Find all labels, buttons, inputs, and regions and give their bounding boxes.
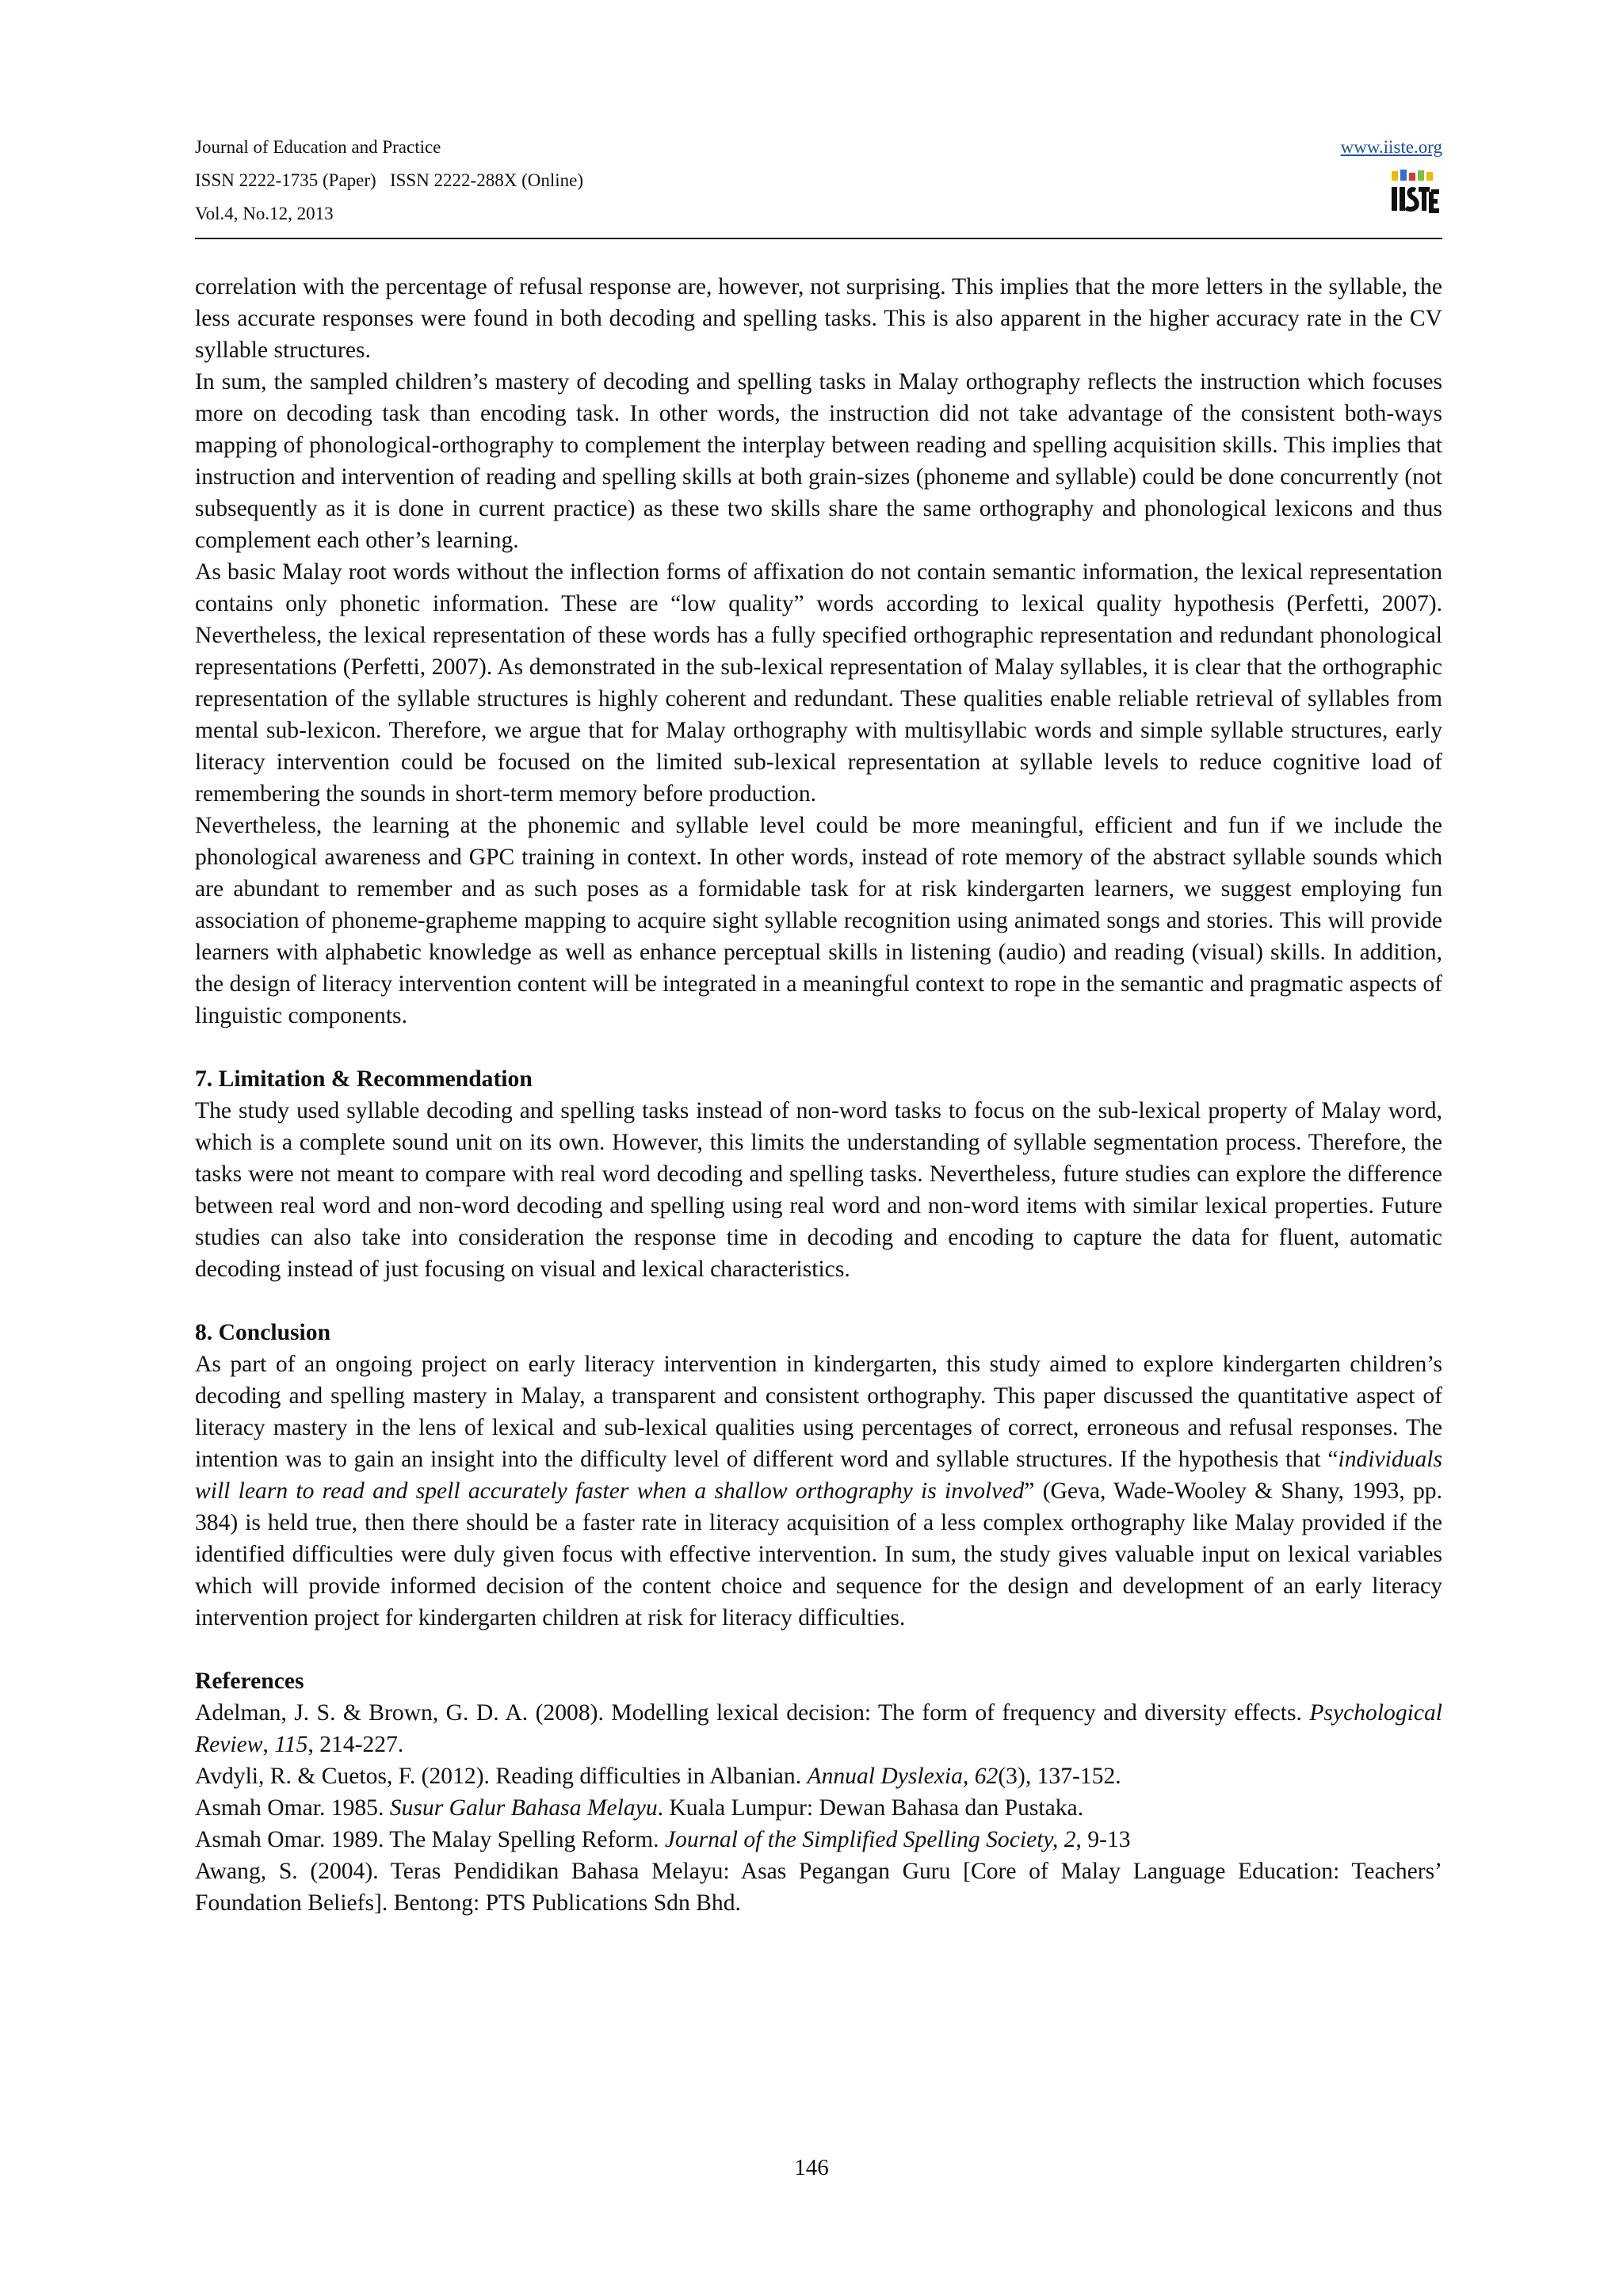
article-body bbox=[195, 271, 1442, 1919]
volume-line: Vol.4, No.12, 2013 bbox=[195, 204, 334, 223]
iiste-logo bbox=[1388, 168, 1441, 231]
text-run: , bbox=[262, 1732, 275, 1757]
reference-item bbox=[195, 1760, 1442, 1792]
quoted-hypothesis: individuals will learn to read and spell accurately faster when a shallow orthography is involved bbox=[195, 1447, 1442, 1504]
references-heading: References bbox=[195, 1669, 304, 1694]
text-run: . Kuala Lumpur: Dewan Bahasa dan Pustaka. bbox=[657, 1795, 1084, 1821]
page-number: 146 bbox=[794, 2155, 829, 2180]
reference-item: Awang, S. (2004). Teras Pendidikan Bahasa Melayu: Asas Pegangan Guru [Core of Malay Language Education: Teachers’ Foundation Beliefs]. Bentong: PTS Publications Sdn Bhd. bbox=[195, 1859, 1442, 1916]
text-run: Adelman, J. S. & Brown, G. D. A. (2008). Modelling lexical decision: The form of frequency and diversity effects. bbox=[195, 1700, 1310, 1726]
text-run: , 9-13 bbox=[1075, 1827, 1131, 1852]
reference-item bbox=[195, 1697, 1442, 1760]
journal-title: Journal of the Simplified Spelling Society, 2 bbox=[664, 1827, 1076, 1852]
section-heading-conclusion: 8. Conclusion bbox=[195, 1320, 331, 1345]
reference-item bbox=[195, 1792, 1442, 1824]
journal-name: Journal of Education and Practice bbox=[195, 137, 441, 157]
journal-title: Annual Dyslexia, 62 bbox=[807, 1764, 999, 1789]
issn-line: ISSN 2222-1735 (Paper) ISSN 2222-288X (Online) bbox=[195, 170, 583, 190]
paragraph: As basic Malay root words without the inflection forms of affixation do not contain semantic information, the lexical representation contains only phonetic information. These are “low quality” words according to lexical quality hypothesis (Perfetti, 2007). Nevertheless, the lexical representation of these words has a fully specified orthographic representation and redundant phonological representations (Perfetti, 2007). As demonstrated in the sub-lexical representation of Malay syllables, it is clear that the orthographic representation of the syllable structures is highly coherent and redundant. These qualities enable reliable retrieval of syllables from mental sub-lexicon. Therefore, we argue that for Malay orthography with multisyllabic words and simple syllable structures, early literacy intervention could be focused on the limited sub-lexical representation at syllable levels to reduce cognitive load of remembering the sounds in short-term memory before production. bbox=[195, 559, 1442, 807]
page bbox=[195, 136, 1442, 1919]
reference-item bbox=[195, 1824, 1442, 1855]
text-run: Asmah Omar. 1985. bbox=[195, 1795, 390, 1821]
text-run: Avdyli, R. & Cuetos, F. (2012). Reading difficulties in Albanian. bbox=[195, 1764, 808, 1789]
paragraph: Nevertheless, the learning at the phonemic and syllable level could be more meaningful, efficient and fun if we include the phonological awareness and GPC training in context. In other words, instead of rote memory of the abstract syllable sounds which are abundant to remember and as such poses as a formidable task for at risk kindergarten learners, we suggest employing fun association of phoneme-grapheme mapping to acquire sight syllable recognition using animated songs and stories. This will provide learners with alphabetic knowledge as well as enhance perceptual skills in listening (audio) and reading (visual) skills. In addition, the design of literacy intervention content will be integrated in a meaningful context to rope in the semantic and pragmatic aspects of linguistic components. bbox=[195, 813, 1442, 1028]
text-run: As part of an ongoing project on early literacy intervention in kindergarten, this study aimed to explore kindergarten children’s decoding and spelling mastery in Malay, a transparent and consistent orthography. This paper discussed the quantitative aspect of literacy mastery in the lens of lexical and sub-lexical qualities using percentages of correct, erroneous and refusal responses. The intention was to gain an insight into the difficulty level of different word and syllable structures. If the hypothesis that “ bbox=[195, 1352, 1442, 1472]
book-title: Susur Galur Bahasa Melayu bbox=[389, 1795, 658, 1821]
text-run: Asmah Omar. 1989. The Malay Spelling Reform. bbox=[195, 1827, 665, 1852]
paragraph: correlation with the percentage of refusal response are, however, not surprising. This implies that the more letters in the syllable, the less accurate responses were found in both decoding and spelling tasks. This is also apparent in the higher accuracy rate in the CV syllable structures. bbox=[195, 274, 1442, 363]
journal-url-link[interactable]: www.iiste.org bbox=[1340, 137, 1442, 157]
journal-header bbox=[195, 136, 1442, 239]
journal-title: Psychological Review bbox=[195, 1700, 1442, 1757]
text-run: ” (Geva, Wade-Wooley & Shany, 1993, pp. 384) is held true, then there should be a faster rate in literacy acquisition of a less complex orthography like Malay provided if the identified difficulties were duly given focus with effective intervention. In sum, the study gives valuable input on lexical variables which will provide informed decision of the content choice and sequence for the design and development of an early literacy intervention project for kindergarten children at risk for literacy difficulties. bbox=[195, 1478, 1442, 1630]
paragraph: The study used syllable decoding and spelling tasks instead of non-word tasks to focus on the sub-lexical property of Malay word, which is a complete sound unit on its own. However, this limits the understanding of syllable segmentation process. Therefore, the tasks were not meant to compare with real word decoding and spelling tasks. Nevertheless, future studies can explore the difference between real word and non-word decoding and spelling using real word and non-word items with similar lexical properties. Future studies can also take into consideration the response time in decoding and encoding to capture the data for fluent, automatic decoding instead of just focusing on visual and lexical characteristics. bbox=[195, 1098, 1442, 1282]
paragraph bbox=[195, 1348, 1442, 1634]
paragraph: In sum, the sampled children’s mastery of decoding and spelling tasks in Malay orthography reflects the instruction which focuses more on decoding task than encoding task. In other words, the instruction did not take advantage of the consistent both-ways mapping of phonological-orthography to complement the interplay between reading and spelling acquisition skills. This implies that instruction and intervention of reading and spelling skills at both grain-sizes (phoneme and syllable) could be done concurrently (not subsequently as it is done in current practice) as these two skills share the same orthography and phonological lexicons and thus complement each other’s learning. bbox=[195, 369, 1442, 553]
section-heading-limitation: 7. Limitation & Recommendation bbox=[195, 1066, 533, 1092]
text-run: (3), 137-152. bbox=[998, 1764, 1121, 1789]
text-run: , 214-227. bbox=[307, 1732, 404, 1757]
volume-number: 115 bbox=[274, 1732, 308, 1757]
